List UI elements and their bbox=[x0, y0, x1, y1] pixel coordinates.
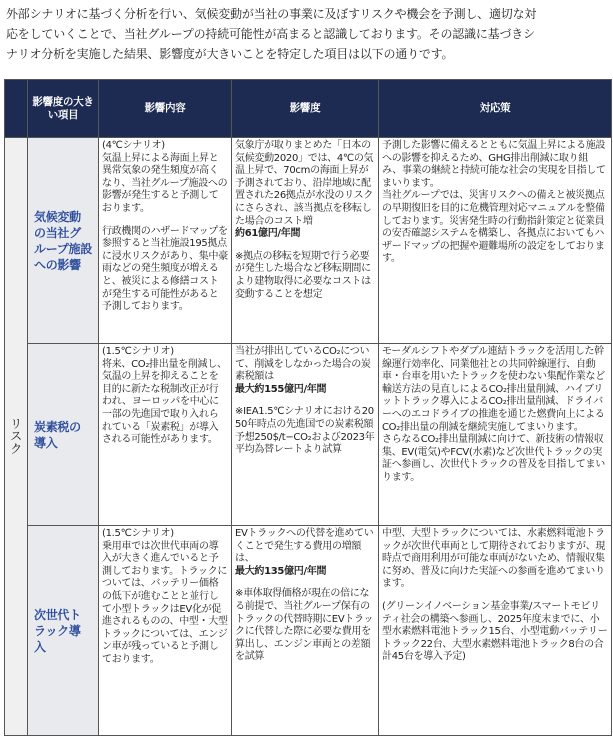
table-header-row bbox=[5, 80, 612, 138]
impact-cell bbox=[99, 344, 232, 526]
intro-line: ナリオ分析を実施した結果、影響度が大きいことを特定した項目は以下の通りです。 bbox=[6, 47, 454, 61]
risk-table bbox=[4, 79, 612, 736]
intro-text bbox=[6, 4, 606, 64]
impact-text: (1.5℃シナリオ) bbox=[102, 346, 174, 357]
intro-line: 応をしていくことで、当社グループの持続可能性が高まると認識しております。その認識に基づきシ bbox=[6, 27, 535, 41]
impact-cell bbox=[99, 526, 232, 736]
impact-text: (4℃シナリオ) bbox=[102, 140, 165, 151]
degree-note: ※車体取得価格が現在の倍になる前提で、当社グループ保有のトラックの代替時期にEVトラックに代替した際に必要な費用を算出し、エンジン車両との差額を試算 bbox=[235, 588, 374, 663]
header-impact: 影響内容 bbox=[99, 80, 232, 138]
degree-value: 最大約155億円/年間 bbox=[235, 383, 327, 395]
degree-cell bbox=[232, 344, 379, 526]
header-degree: 影響度 bbox=[232, 80, 379, 138]
measure-cell bbox=[379, 526, 612, 736]
degree-value: 約61億円/年間 bbox=[235, 228, 301, 240]
degree-text: EVトラックへの代替を進めていくことで発生する費用の増額は、 bbox=[235, 528, 374, 565]
category-risk: リスク bbox=[5, 138, 28, 736]
table-row bbox=[5, 344, 612, 526]
header-measure: 対応策 bbox=[379, 80, 612, 138]
item-carbon-tax: 炭素税の導入 bbox=[28, 344, 99, 526]
measure-text: さらなるCO₂排出量削減に向けて、新技術の情報収集、EV(電気)やFCV(水素)など次世代トラックの実証へ参画し、次世代トラックの普及を目指してまいります。 bbox=[382, 434, 605, 483]
item-next-gen-truck: 次世代トラック導入 bbox=[28, 526, 99, 736]
degree-cell bbox=[232, 138, 379, 344]
degree-value: 最大約135億円/年間 bbox=[235, 565, 327, 577]
impact-text: 行政機関のハザードマップを参照すると当社施設195拠点に浸水リスクがあり、集中豪雨などの発生頻度が増えると、被災による修繕コストが発生する可能性があると予測しております。 bbox=[102, 225, 228, 313]
impact-text: 気温上昇による海面上昇と異常気象の発生頻度が高くなり、当社グループ施設への影響が発生すると予測しております。 bbox=[102, 152, 228, 214]
measure-text: 中型、大型トラックについては、水素燃料電池トラックが次世代車両として期待されておりますが、現時点で商用利用が可能な車両がないため、情報収集に努め、普及に向けた実証への参画を進めてまいります。 bbox=[382, 528, 606, 590]
measure-text: (グリーンイノベーション基金事業/スマートモビリティ社会の構築へ参画し、2025年度末までに、小型水素燃料電池トラック15台、小型電動バッテリートラック22台、大型水素燃料電池トラック8台の合計45台を導入予定) bbox=[382, 600, 608, 663]
measure-cell bbox=[379, 344, 612, 526]
degree-note: ※IEA1.5℃シナリオにおける2050年時点の先進国での炭素税額予想250$/t−CO₂および2023年平均為替レートより試算 bbox=[235, 406, 375, 456]
header-blank bbox=[5, 80, 28, 138]
intro-line: 外部シナリオに基づく分析を行い、気候変動が当社の事業に及ぼすリスクや機会を予測し、適切な対 bbox=[6, 7, 537, 21]
impact-text: 乗用車では次世代車両の導入が大きく進んでいると予測しております。トラックについては、バッテリー価格の低下が進むことと並行して小型トラックはEV化が促進されるものの、中型・大型トラックについては、エンジン車が残っていると予測しております。 bbox=[102, 540, 228, 665]
impact-text: 将来、CO₂排出量を削減し、気温の上昇を抑えることを目的に新たな税制改正が行われ、ヨーロッパを中心に一部の先進国で取り入れられている「炭素税」が導入される可能性があります。 bbox=[102, 358, 227, 446]
measure-cell bbox=[379, 138, 612, 344]
impact-cell bbox=[99, 138, 232, 344]
degree-text: 気象庁が取りまとめた「日本の気候変動2020」では、4℃の気温上昇で、70cmの海面上昇が予測されており、沿岸地域に配置された26拠点が水没のリスクにさらされ、該当拠点を移転した場合のコスト増 bbox=[235, 140, 374, 227]
measure-text: 当社グループでは、災害リスクへの備えと被災拠点の早期復旧を目的に危機管理対応マニュアルを整備しております。災害発生時の行動指針策定と従業員の安否確認システムを構築し、各拠点においてもハザードマップの把握や避難場所の設定をしております。 bbox=[382, 190, 605, 265]
measure-text: 予測した影響に備えるとともに気温上昇による施設への影響を抑えるため、GHG排出削減に取り組み、事業の継続と持続可能な社会の実現を目指してまいります。 bbox=[382, 140, 606, 189]
degree-text: 当社が排出しているCO₂について、削減をしなかった場合の炭素税額は bbox=[235, 346, 371, 383]
table-row bbox=[5, 138, 612, 344]
impact-text: (1.5℃シナリオ) bbox=[102, 528, 174, 539]
item-facility-impact: 気候変動の当社グループ施設への影響 bbox=[28, 138, 99, 344]
header-item: 影響度の大きい項目 bbox=[28, 80, 99, 138]
degree-cell bbox=[232, 526, 379, 736]
table-row bbox=[5, 526, 612, 736]
measure-text: モーダルシフトやダブル連結トラックを活用した幹線運行効率化、同業他社との共同幹線運行、自動車・台車を用いたトラックを使わない集配作業など輸送方法の見直しによるCO₂排出量削減、ハイブリットトラック導入によるCO₂排出量削減、ドライバーへのエコドライブの推進を通じた燃費向上によるCO₂排出量の削減を継続実施してまいります。 bbox=[382, 346, 605, 433]
degree-note: ※拠点の移転を短期で行う必要が発生した場合など移転期間により建物取得に必要なコストは変動することを想定 bbox=[235, 250, 371, 300]
